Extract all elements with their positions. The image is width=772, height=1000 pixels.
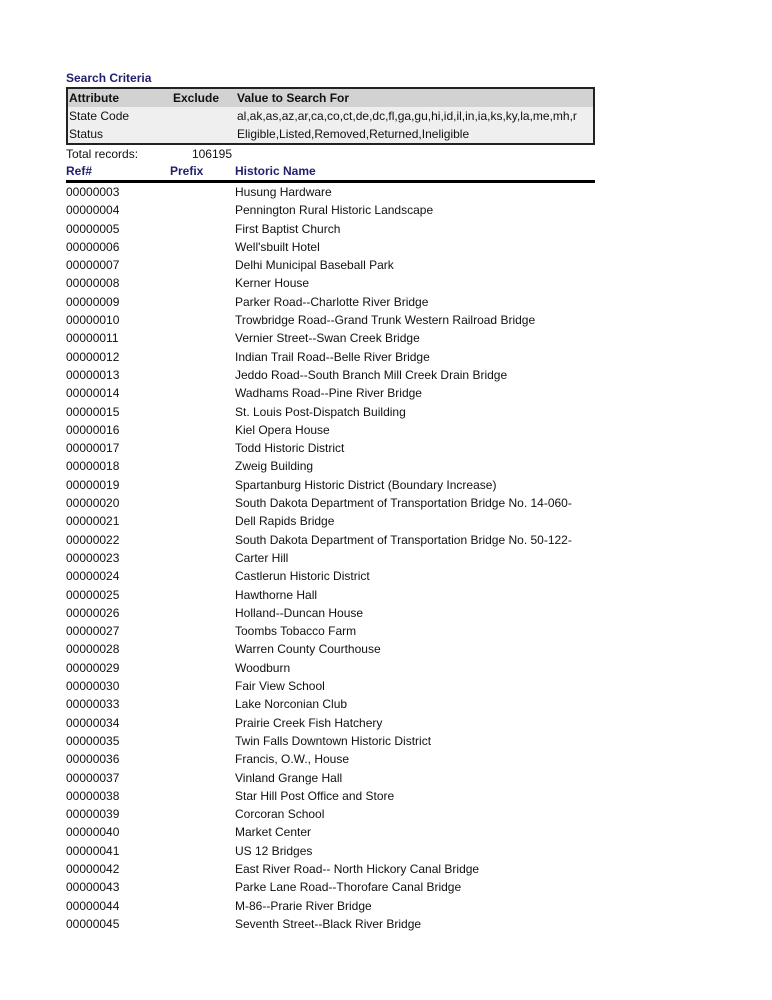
criteria-value: al,ak,as,az,ar,ca,co,ct,de,dc,fl,ga,gu,hi,id,il,in,ia,ks,ky,la,me,mh,r — [237, 109, 577, 123]
table-row — [66, 750, 595, 768]
header-value: Value to Search For — [237, 91, 350, 105]
header-historic-name: Historic Name — [235, 164, 316, 178]
table-row — [66, 457, 595, 475]
table-row — [66, 403, 595, 421]
row-historic-name: Spartanburg Historic District (Boundary Increase) — [235, 477, 497, 492]
row-ref: 00000019 — [66, 477, 120, 492]
table-row — [66, 586, 595, 604]
table-row — [66, 384, 595, 402]
row-historic-name: Hawthorne Hall — [235, 587, 318, 602]
row-ref: 00000045 — [66, 916, 120, 931]
listing-body — [66, 183, 595, 933]
row-prefix — [170, 897, 235, 915]
row-historic-name: Todd Historic District — [235, 441, 345, 456]
row-prefix — [170, 860, 235, 878]
table-row — [66, 897, 595, 915]
header-ref: Ref# — [66, 164, 93, 178]
criteria-exclude — [173, 125, 237, 143]
row-ref: 00000036 — [66, 752, 120, 767]
table-row — [66, 823, 595, 841]
row-historic-name: South Dakota Department of Transportation Bridge No. 14-060- — [235, 496, 572, 511]
row-ref: 00000009 — [66, 294, 120, 309]
total-records — [66, 145, 595, 163]
row-prefix — [170, 311, 235, 329]
row-prefix — [170, 805, 235, 823]
row-prefix — [170, 604, 235, 622]
row-ref: 00000034 — [66, 715, 120, 730]
row-historic-name: Lake Norconian Club — [235, 697, 348, 712]
row-historic-name: Zweig Building — [235, 459, 314, 474]
row-historic-name: Vernier Street--Swan Creek Bridge — [235, 331, 420, 346]
table-row — [66, 274, 595, 292]
row-historic-name: M-86--Prarie River Bridge — [235, 898, 372, 913]
row-ref: 00000043 — [66, 880, 120, 895]
row-ref: 00000030 — [66, 679, 120, 694]
row-prefix — [170, 293, 235, 311]
table-row — [66, 256, 595, 274]
row-historic-name: East River Road-- North Hickory Canal Bridge — [235, 861, 480, 876]
row-historic-name: Trowbridge Road--Grand Trunk Western Railroad Bridge — [235, 313, 536, 328]
row-ref: 00000037 — [66, 770, 120, 785]
table-row — [66, 531, 595, 549]
row-prefix — [170, 476, 235, 494]
row-ref: 00000039 — [66, 807, 120, 822]
table-row — [66, 238, 595, 256]
row-ref: 00000020 — [66, 496, 120, 511]
row-historic-name: Warren County Courthouse — [235, 642, 381, 657]
table-row — [66, 732, 595, 750]
table-row — [66, 915, 595, 933]
table-row — [66, 183, 595, 201]
row-prefix — [170, 403, 235, 421]
row-ref: 00000040 — [66, 825, 120, 840]
row-prefix — [170, 878, 235, 896]
table-row — [66, 439, 595, 457]
table-row — [66, 220, 595, 238]
row-prefix — [170, 640, 235, 658]
row-historic-name: Kerner House — [235, 276, 310, 291]
row-ref: 00000003 — [66, 185, 120, 199]
row-ref: 00000021 — [66, 514, 120, 529]
row-historic-name: Castlerun Historic District — [235, 569, 370, 584]
row-historic-name: Kiel Opera House — [235, 422, 330, 437]
row-ref: 00000005 — [66, 221, 120, 236]
row-ref: 00000004 — [66, 203, 120, 218]
row-prefix — [170, 732, 235, 750]
table-row — [66, 567, 595, 585]
row-historic-name: Well'sbuilt Hotel — [235, 239, 320, 254]
row-ref: 00000023 — [66, 550, 120, 565]
row-historic-name: Francis, O.W., House — [235, 752, 350, 767]
row-prefix — [170, 494, 235, 512]
row-prefix — [170, 787, 235, 805]
row-prefix — [170, 329, 235, 347]
row-prefix — [170, 421, 235, 439]
row-prefix — [170, 915, 235, 933]
table-row — [66, 476, 595, 494]
row-ref: 00000007 — [66, 258, 120, 273]
row-historic-name: Vinland Grange Hall — [235, 770, 343, 785]
table-row — [66, 787, 595, 805]
table-row — [66, 805, 595, 823]
row-ref: 00000011 — [66, 331, 119, 346]
criteria-header-row — [68, 89, 593, 107]
criteria-row-status — [68, 125, 593, 143]
row-historic-name: Woodburn — [235, 660, 291, 675]
row-prefix — [170, 256, 235, 274]
table-row — [66, 366, 595, 384]
row-ref: 00000012 — [66, 349, 120, 364]
row-prefix — [170, 549, 235, 567]
table-row — [66, 842, 595, 860]
table-row — [66, 512, 595, 530]
row-ref: 00000006 — [66, 239, 120, 254]
row-historic-name: Wadhams Road--Pine River Bridge — [235, 386, 422, 401]
row-historic-name: Seventh Street--Black River Bridge — [235, 916, 422, 931]
row-prefix — [170, 512, 235, 530]
row-ref: 00000035 — [66, 733, 120, 748]
header-prefix: Prefix — [170, 164, 204, 178]
row-ref: 00000008 — [66, 276, 120, 291]
table-row — [66, 659, 595, 677]
criteria-exclude — [173, 107, 237, 125]
row-prefix — [170, 769, 235, 787]
row-prefix — [170, 842, 235, 860]
row-historic-name: Parker Road--Charlotte River Bridge — [235, 294, 429, 309]
row-prefix — [170, 366, 235, 384]
row-historic-name: Twin Falls Downtown Historic District — [235, 733, 432, 748]
row-prefix — [170, 183, 235, 201]
row-historic-name: Star Hill Post Office and Store — [235, 788, 395, 803]
row-historic-name: First Baptist Church — [235, 221, 341, 236]
criteria-row-state-code — [68, 107, 593, 125]
row-prefix — [170, 531, 235, 549]
criteria-attribute: Status — [69, 127, 104, 141]
header-attribute: Attribute — [69, 91, 119, 105]
row-ref: 00000028 — [66, 642, 120, 657]
row-prefix — [170, 622, 235, 640]
report-sheet — [66, 70, 595, 933]
row-historic-name: Fair View School — [235, 679, 325, 694]
total-records-label: Total records: — [66, 147, 139, 161]
row-ref: 00000017 — [66, 441, 120, 456]
row-ref: 00000026 — [66, 605, 120, 620]
row-prefix — [170, 695, 235, 713]
row-ref: 00000025 — [66, 587, 120, 602]
row-historic-name: Husung Hardware — [235, 185, 332, 199]
table-row — [66, 622, 595, 640]
table-row — [66, 677, 595, 695]
row-prefix — [170, 714, 235, 732]
row-prefix — [170, 439, 235, 457]
row-ref: 00000010 — [66, 313, 120, 328]
row-prefix — [170, 201, 235, 219]
row-prefix — [170, 220, 235, 238]
search-criteria-table — [66, 87, 595, 145]
row-prefix — [170, 238, 235, 256]
row-historic-name: Indian Trail Road--Belle River Bridge — [235, 349, 430, 364]
table-row — [66, 860, 595, 878]
table-row — [66, 293, 595, 311]
table-row — [66, 604, 595, 622]
row-ref: 00000022 — [66, 532, 120, 547]
row-historic-name: Dell Rapids Bridge — [235, 514, 335, 529]
row-ref: 00000015 — [66, 404, 120, 419]
row-historic-name: Delhi Municipal Baseball Park — [235, 258, 394, 273]
row-prefix — [170, 384, 235, 402]
table-row — [66, 421, 595, 439]
criteria-attribute: State Code — [69, 109, 130, 123]
row-historic-name: Jeddo Road--South Branch Mill Creek Drain Bridge — [235, 367, 508, 382]
row-ref: 00000038 — [66, 788, 120, 803]
total-records-value: 106195 — [191, 147, 232, 161]
table-row — [66, 311, 595, 329]
row-prefix — [170, 274, 235, 292]
row-ref: 00000029 — [66, 660, 120, 675]
table-row — [66, 201, 595, 219]
row-historic-name: Holland--Duncan House — [235, 605, 364, 620]
table-row — [66, 769, 595, 787]
criteria-value: Eligible,Listed,Removed,Returned,Ineligible — [237, 127, 470, 141]
row-prefix — [170, 457, 235, 475]
header-exclude: Exclude — [173, 91, 220, 105]
search-criteria-title: Search Criteria — [66, 71, 152, 85]
row-prefix — [170, 586, 235, 604]
row-prefix — [170, 750, 235, 768]
row-ref: 00000013 — [66, 367, 120, 382]
row-ref: 00000018 — [66, 459, 120, 474]
row-ref: 00000044 — [66, 898, 120, 913]
row-historic-name: Toombs Tobacco Farm — [235, 624, 357, 639]
row-historic-name: US 12 Bridges — [235, 843, 313, 858]
row-prefix — [170, 823, 235, 841]
row-historic-name: Carter Hill — [235, 550, 289, 565]
row-ref: 00000042 — [66, 861, 120, 876]
row-historic-name: South Dakota Department of Transportation Bridge No. 50-122- — [235, 532, 572, 547]
row-ref: 00000016 — [66, 422, 120, 437]
table-row — [66, 695, 595, 713]
row-ref: 00000033 — [66, 697, 120, 712]
table-row — [66, 640, 595, 658]
row-historic-name: Prairie Creek Fish Hatchery — [235, 715, 383, 730]
table-row — [66, 494, 595, 512]
row-ref: 00000041 — [66, 843, 120, 858]
row-historic-name: Parke Lane Road--Thorofare Canal Bridge — [235, 880, 462, 895]
row-prefix — [170, 567, 235, 585]
table-row — [66, 348, 595, 366]
row-prefix — [170, 677, 235, 695]
row-ref: 00000027 — [66, 624, 120, 639]
listing-header — [66, 163, 595, 183]
table-row — [66, 329, 595, 347]
row-historic-name: Pennington Rural Historic Landscape — [235, 203, 434, 218]
row-prefix — [170, 348, 235, 366]
row-historic-name: Corcoran School — [235, 807, 325, 822]
row-prefix — [170, 659, 235, 677]
table-row — [66, 878, 595, 896]
row-ref: 00000024 — [66, 569, 120, 584]
row-ref: 00000014 — [66, 386, 120, 401]
row-historic-name: St. Louis Post-Dispatch Building — [235, 404, 406, 419]
table-row — [66, 549, 595, 567]
table-row — [66, 714, 595, 732]
row-historic-name: Market Center — [235, 825, 312, 840]
